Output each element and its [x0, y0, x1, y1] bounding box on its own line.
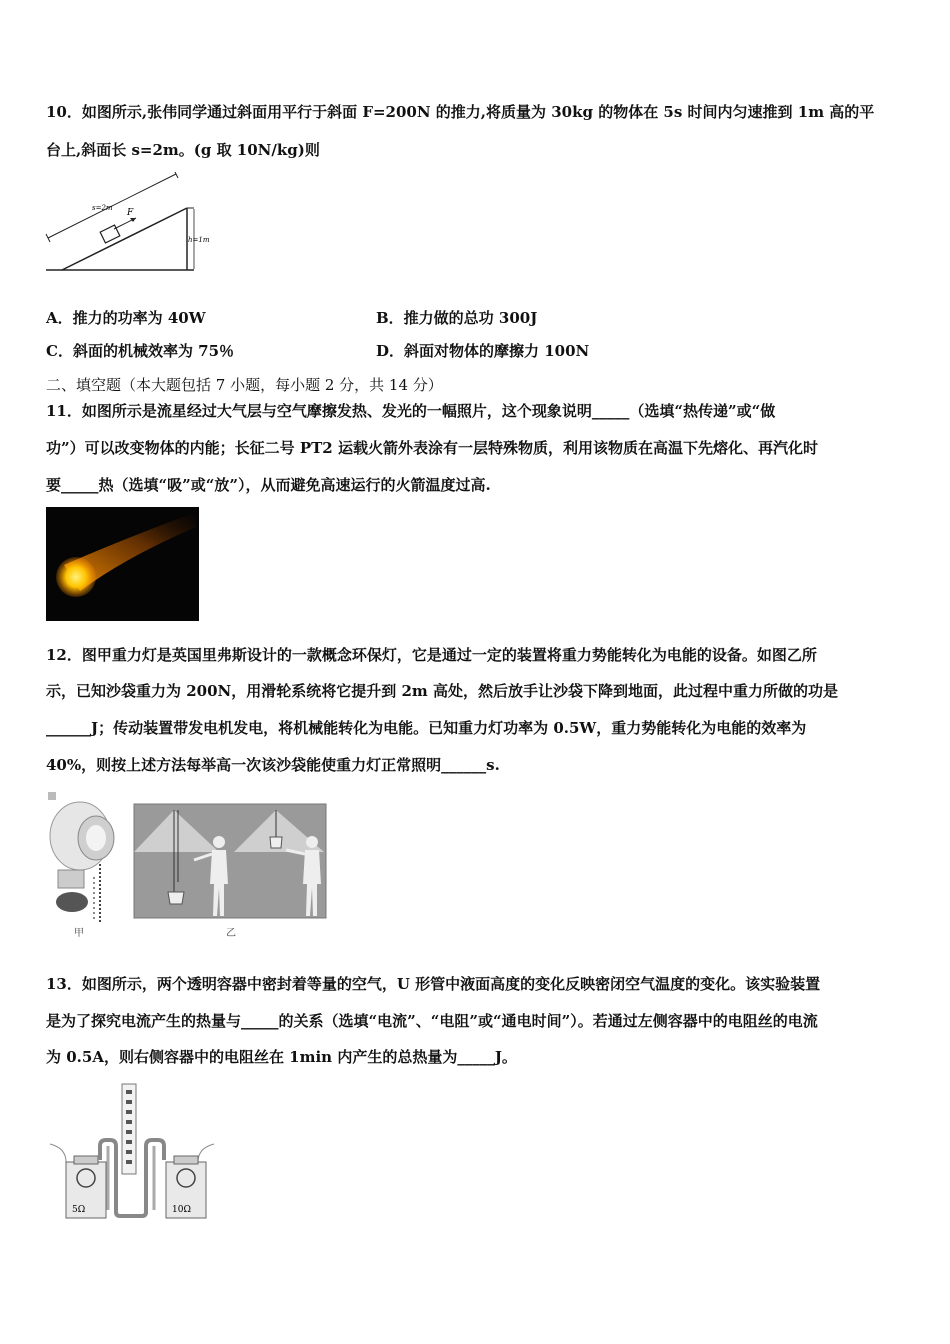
q12-line-2: 示，已知沙袋重力为 200N，用滑轮系统将它提升到 2m 高处，然后放手让沙袋下降到地面，此过程中重力所做的功是 [46, 682, 839, 700]
q11-line-1: 11．如图所示是流星经过大气层与空气摩擦发热、发光的一幅照片，这个现象说明_____（选填“热传递”或“做 [46, 402, 776, 420]
q11-line-2: 功”）可以改变物体的内能；长征二号 PT2 运载火箭外表涂有一层特殊物质，利用该物质在高温下先熔化、再汽化时 [46, 439, 818, 457]
figure-label-yi: 乙 [226, 928, 236, 939]
section-heading: 二、填空题（本大题包括 7 小题，每小题 2 分，共 14 分） [46, 376, 443, 394]
incline-diagram [44, 172, 224, 274]
q10-line-1: 10．如图所示,张伟同学通过斜面用平行于斜面 F=200N 的推力,将质量为 30kg 的物体在 5s 时间内匀速推到 1m 高的平 [46, 103, 875, 121]
q10-option-c: C．斜面的机械效率为 75％ [46, 342, 235, 360]
incline-s-label: s=2m [92, 204, 113, 212]
q11-line-3: 要_____热（选填“吸”或“放”），从而避免高速运行的火箭温度过高. [46, 476, 491, 494]
q13-line-3: 为 0.5A，则右侧容器中的电阻丝在 1min 内产生的总热量为_____J。 [46, 1048, 517, 1066]
q13-line-1: 13．如图所示，两个透明容器中密封着等量的空气，U 形管中液面高度的变化反映密闭空气温度的变化。该实验装置 [46, 975, 821, 993]
q10-option-b: B．推力做的总功 300J [376, 309, 538, 327]
left-resistor-label: 5Ω [72, 1205, 86, 1215]
q10-line-2: 台上,斜面长 s=2m。(g 取 10N/kg)则 [46, 141, 320, 159]
right-resistor-label: 10Ω [172, 1205, 191, 1215]
gravity-light-room-image [134, 804, 326, 918]
q12-line-3: ______J；传动装置带发电机发电，将机械能转化为电能。已知重力灯功率为 0.5W，重力势能转化为电能的效率为 [46, 719, 807, 737]
gravity-lamp-image [48, 792, 114, 922]
incline-h-label: h=1m [188, 236, 210, 244]
q12-line-1: 12．图甲重力灯是英国里弗斯设计的一款概念环保灯，它是通过一定的装置将重力势能转化为电能的设备。如图乙所 [46, 646, 817, 664]
q10-option-a: A．推力的功率为 40W [46, 309, 206, 327]
u-tube-apparatus [46, 1082, 218, 1222]
meteor-photo [46, 507, 199, 621]
q13-line-2: 是为了探究电流产生的热量与_____的关系（选填“电流”、“电阻”或“通电时间”）。若通过左侧容器中的电阻丝的电流 [46, 1012, 818, 1030]
q10-option-d: D．斜面对物体的摩擦力 100N [376, 342, 590, 360]
gravity-light-figure [44, 792, 329, 942]
incline-f-label: F [127, 208, 134, 218]
figure-label-jia: 甲 [74, 928, 84, 939]
q12-line-4: 40%，则按上述方法每举高一次该沙袋能使重力灯正常照明______s. [46, 756, 500, 774]
